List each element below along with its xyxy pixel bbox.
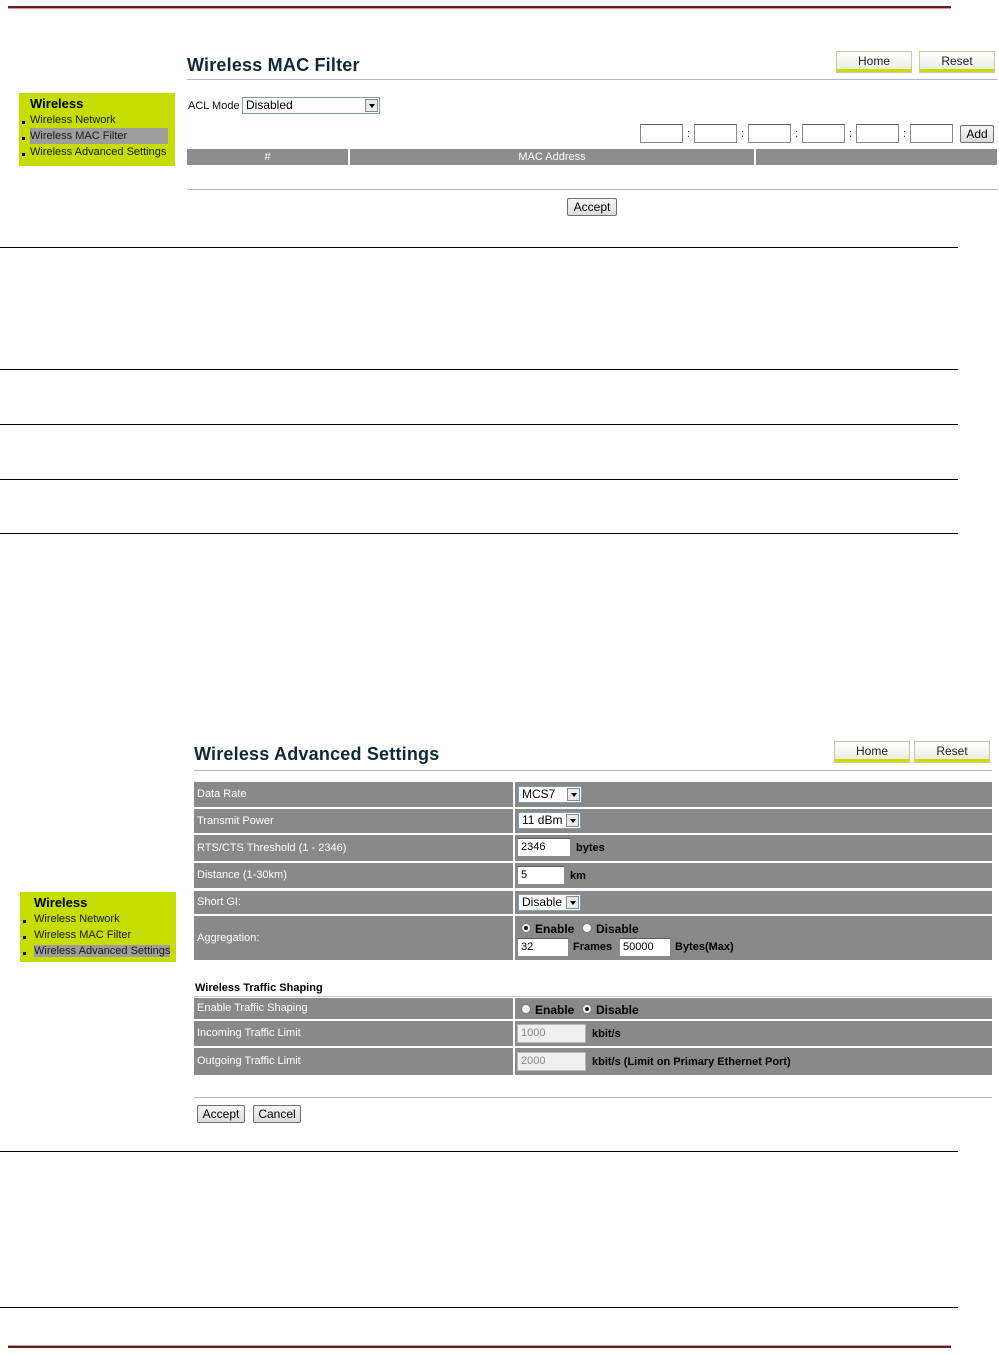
short-gi-cell <box>515 891 992 914</box>
enable-traffic-shaping-label: Enable Traffic Shaping <box>194 998 513 1019</box>
sidebar-item-wireless-advanced-settings[interactable]: Wireless Advanced Settings <box>19 144 175 160</box>
add-button[interactable]: Add <box>960 125 994 143</box>
page-top-rule <box>8 6 951 9</box>
bullet-icon <box>22 121 25 124</box>
mac-octet-3-input[interactable] <box>748 124 791 143</box>
accept-button[interactable]: Accept <box>197 1105 245 1123</box>
distance-input[interactable]: 5 <box>517 866 565 885</box>
reset-button[interactable]: Reset <box>919 51 995 73</box>
document-rule <box>0 369 958 370</box>
home-button[interactable]: Home <box>834 741 910 763</box>
mac-octet-6-input[interactable] <box>910 124 953 143</box>
acl-mode-select[interactable]: Disabled <box>242 97 380 114</box>
document-rule <box>0 1307 958 1308</box>
table-header-action <box>756 149 997 165</box>
incoming-limit-label: Incoming Traffic Limit <box>194 1021 513 1046</box>
sidebar-title: Wireless <box>30 96 84 111</box>
chevron-down-icon <box>566 814 579 827</box>
table-header-mac-address: MAC Address <box>350 149 754 165</box>
incoming-limit-cell <box>515 1021 992 1046</box>
rts-threshold-input[interactable]: 2346 <box>517 838 571 857</box>
short-gi-label: Short GI: <box>194 891 513 914</box>
bullet-icon <box>23 952 26 955</box>
chevron-down-icon <box>567 788 580 801</box>
sidebar-advanced <box>20 892 176 962</box>
aggregation-enable-radio[interactable] <box>521 923 531 933</box>
distance-label: Distance (1-30km) <box>194 863 513 888</box>
sidebar-item-wireless-network[interactable]: Wireless Network <box>20 911 176 927</box>
sidebar-item-wireless-mac-filter[interactable]: Wireless MAC Filter <box>20 927 176 943</box>
aggregation-disable-label: Disable <box>596 922 639 936</box>
sidebar-item-wireless-network[interactable]: Wireless Network <box>19 112 175 128</box>
traffic-shaping-disable-radio[interactable] <box>582 1004 592 1014</box>
cancel-button[interactable]: Cancel <box>253 1105 301 1123</box>
aggregation-frames-label: Frames <box>573 941 613 953</box>
transmit-power-label: Transmit Power <box>194 809 513 833</box>
mac-octet-4-input[interactable] <box>802 124 845 143</box>
title-divider <box>194 770 992 771</box>
data-rate-cell <box>515 782 992 807</box>
rts-threshold-label: RTS/CTS Threshold (1 - 2346) <box>194 835 513 861</box>
section-divider <box>194 996 992 997</box>
document-rule <box>0 424 958 425</box>
outgoing-limit-input[interactable]: 2000 <box>517 1052 586 1071</box>
mac-octet-1-input[interactable] <box>640 124 683 143</box>
aggregation-disable-radio[interactable] <box>582 923 592 933</box>
page-title: Wireless MAC Filter <box>187 55 360 75</box>
sidebar-title: Wireless <box>34 895 88 910</box>
table-header-index: # <box>187 149 348 165</box>
document-rule <box>0 247 958 248</box>
aggregation-enable-label: Enable <box>535 922 575 936</box>
title-divider <box>187 79 998 80</box>
acl-mode-label: ACL Mode <box>188 100 240 112</box>
transmit-power-cell <box>515 809 992 833</box>
document-rule <box>0 533 958 534</box>
incoming-limit-input[interactable]: 1000 <box>517 1024 586 1043</box>
page-title: Wireless Advanced Settings <box>194 744 440 764</box>
page-bottom-rule <box>8 1345 951 1348</box>
home-button[interactable]: Home <box>836 51 912 73</box>
traffic-shaping-disable-label: Disable <box>596 1003 639 1017</box>
traffic-shaping-enable-radio[interactable] <box>521 1004 531 1014</box>
chevron-down-icon <box>566 896 579 909</box>
chevron-down-icon <box>365 99 378 112</box>
document-rule <box>0 1151 958 1152</box>
mac-octet-5-input[interactable] <box>856 124 899 143</box>
distance-unit: km <box>570 870 586 882</box>
form-divider <box>194 1097 992 1098</box>
bullet-icon <box>22 153 25 156</box>
traffic-shaping-heading: Wireless Traffic Shaping <box>195 982 323 994</box>
sidebar-item-wireless-mac-filter[interactable]: Wireless MAC Filter <box>19 128 175 144</box>
bullet-icon <box>22 137 25 140</box>
data-rate-label: Data Rate <box>194 782 513 807</box>
rts-unit: bytes <box>576 842 605 854</box>
sidebar-item-wireless-advanced-settings[interactable]: Wireless Advanced Settings <box>20 943 176 959</box>
transmit-power-select[interactable]: 11 dBm <box>518 812 581 829</box>
document-rule <box>0 479 958 480</box>
mac-separator: : <box>741 128 745 140</box>
mac-separator: : <box>849 128 853 140</box>
bullet-icon <box>23 920 26 923</box>
short-gi-select[interactable]: Disable <box>518 894 581 911</box>
data-rate-select[interactable]: MCS7 <box>518 786 582 803</box>
reset-button[interactable]: Reset <box>914 741 990 763</box>
mac-separator: : <box>687 128 691 140</box>
aggregation-frames-input[interactable]: 32 <box>517 938 569 957</box>
mac-octet-2-input[interactable] <box>694 124 737 143</box>
outgoing-limit-unit: kbit/s (Limit on Primary Ethernet Port) <box>592 1056 791 1068</box>
mac-separator: : <box>903 128 907 140</box>
aggregation-label: Aggregation: <box>194 916 513 960</box>
traffic-shaping-enable-label: Enable <box>535 1003 575 1017</box>
bullet-icon <box>23 936 26 939</box>
aggregation-bytes-input[interactable]: 50000 <box>619 938 671 957</box>
outgoing-limit-label: Outgoing Traffic Limit <box>194 1048 513 1075</box>
accept-button[interactable]: Accept <box>567 198 617 216</box>
distance-cell <box>515 863 992 888</box>
sidebar-mac-filter <box>19 93 175 166</box>
table-divider <box>187 189 998 190</box>
aggregation-bytes-label: Bytes(Max) <box>675 941 734 953</box>
mac-separator: : <box>795 128 799 140</box>
incoming-limit-unit: kbit/s <box>592 1028 621 1040</box>
